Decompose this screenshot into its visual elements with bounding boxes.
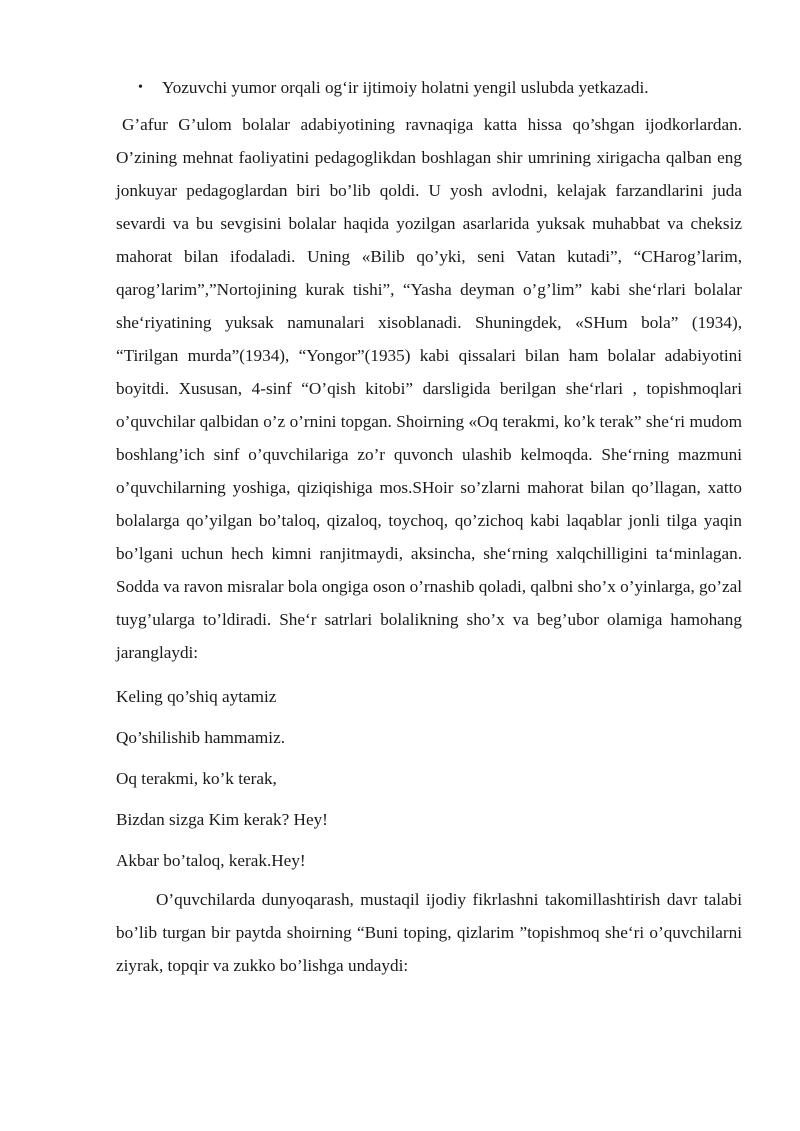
poem-line: Akbar bo’taloq, kerak.Hey! — [116, 851, 306, 870]
poem-block — [116, 676, 742, 881]
poem-line: Qo’shilishib hammamiz. — [116, 728, 285, 747]
bullet-icon: • — [138, 80, 143, 95]
poem-line: Keling qo’shiq aytamiz — [116, 687, 277, 706]
document-page — [116, 68, 742, 982]
paragraph-intro: G’afur G’ulom bolalar adabiyotining ravnaqiga katta hissa qo’shgan ijodkorlardan. O’zining mehnat faoliyatini pedagoglikdan boshlagan shir umrining xirigacha qalban eng jonkuyar pedagoglardan biri bo’lib qoldi. U yosh avlodni, kelajak farzandlarini juda sevardi va bu sevgisini bolalar haqida yozilgan asarlarida yuksak muhabbat va cheksiz mahorat bilan ifodaladi. Uning «Bilib qo’yki, seni Vatan kutadi”, “CHarog’larim, qarog’larim”,”Nortojining kurak tishi”, “Yasha deyman o’g’lim” kabi she‘rlari bolalar she‘riyatining yuksak namunalari xisoblanadi. Shuningdek, «SHum bola” (1934), “Tirilgan murda”(1934), “Yongor”(1935) kabi qissalari bilan ham bolalar adabiyotini boyitdi. Xususan, 4-sinf “O’qish kitobi” darsligida berilgan she‘rlari , topishmoqlari o’quvchilar qalbidan o’z o’rnini topgan. Shoirning «Oq terakmi, ko’k terak” she‘ri mudom boshlang’ich sinf o’quvchilariga zo’r quvonch ulashib kelmoqda. She‘rning mazmuni o’quvchilarning yoshiga, qiziqishiga mos.SHoir so’zlarni mahorat bilan qo’llagan, xatto bolalarga qo’yilgan bo’taloq, qizaloq, toychoq, qo’zichoq kabi laqablar jonli tilga yaqin bo’lgani uchun hech kimni ranjitmaydi, aksincha, she‘rning xalqchilligini ta‘minlagan. Sodda va ravon misralar bola ongiga oson o’rnashib qoladi, qalbni sho’x o’yinlarga, go’zal tuyg’ularga to’ldiradi. She‘r satrlari bolalikning sho’x va beg’ubor olamiga hamohang jaranglaydi: — [116, 115, 742, 662]
poem-line: Bizdan sizga Kim kerak? Hey! — [116, 810, 328, 829]
bullet-text: Yozuvchi yumor orqali og‘ir ijtimoiy holatni yengil uslubda yetkazadi. — [162, 78, 649, 97]
bullet-item — [116, 68, 742, 108]
paragraph-closing: O’quvchilarda dunyoqarash, mustaqil ijodiy fikrlashni takomillashtirish davr talabi bo’lib turgan bir paytda shoirning “Buni toping, qizlarim ”topishmoq she‘ri o’quvchilarni ziyrak, topqir va zukko bo’lishga undaydi: — [116, 890, 742, 975]
poem-line: Oq terakmi, ko’k terak, — [116, 769, 277, 788]
